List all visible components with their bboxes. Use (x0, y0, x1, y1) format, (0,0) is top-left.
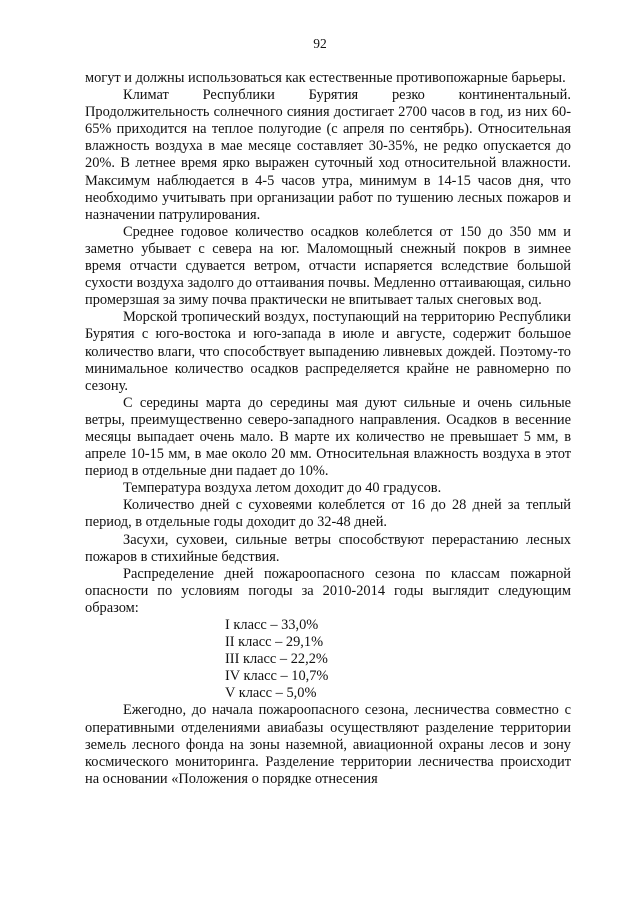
body-text (85, 70, 571, 788)
paragraph: могут и должны использоваться как естественные противопожарные барьеры. (85, 70, 566, 86)
paragraph: Распределение дней пожароопасного сезона по классам пожарной опасности по условиям погоды за 2010-2014 годы выглядит следующим образом: (85, 565, 571, 616)
paragraph: Среднее годовое количество осадков колеблется от 150 до 350 мм и заметно убывает с севера на юг. Маломощный снежный покров в зимнее время отчасти сдувается ветром, отчасти испаряется вследствие большой сухости воздуха задолго до оттаивания почвы. Медленно оттаивающая, сильно промерзшая за зиму почва практически не впитывает талых снеговых вод. (85, 223, 571, 309)
page-number: 92 (313, 36, 327, 51)
paragraph: Количество дней с суховеями колеблется от 16 до 28 дней за теплый период, в отдельные годы доходит до 32-48 дней. (85, 497, 571, 531)
paragraph: Засухи, суховеи, сильные ветры способствуют перерастанию лесных пожаров в стихийные бедствия. (85, 531, 571, 565)
list-item: IV класс – 10,7% (225, 668, 329, 685)
paragraph: Морской тропический воздух, поступающий на территорию Республики Бурятия с юго-востока и юго-запада в июле и августе, содержит большое количество влаги, что способствует выпадению ливневых дождей. Поэтому-то минимальное количество осадков распределяется крайне не равномерно по сезону. (85, 309, 571, 394)
paragraph: С середины марта до середины мая дуют сильные и очень сильные ветры, преимущественно северо-западного направления. Осадков в весенние месяцы выпадает очень мало. В марте их количество не превышает 5 мм, в апреле 10-15 мм, в мае около 20 мм. Относительная влажность воздуха в этот период в отдельные дни падает до 10%. (85, 394, 571, 480)
list-item: V класс – 5,0% (225, 685, 317, 702)
paragraph: Ежегодно, до начала пожароопасного сезона, лесничества совместно с оперативными отделениями авиабазы осуществляют разделение территории земель лесного фонда на зоны наземной, авиационной охраны лесов и зону космического мониторинга. Разделение территории лесничества происходит на основании «Положения о порядке отнесения (85, 702, 571, 787)
paragraph: Температура воздуха летом доходит до 40 градусов. (123, 480, 442, 497)
list-item: I класс – 33,0% (225, 617, 319, 633)
paragraph: Климат Республики Бурятия резко континентальный. Продолжительность солнечного сияния достигает 2700 часов в год, из них 60-65% приходится на теплое полугодие (с апреля по сентябрь). Относительная влажность воздуха в мае месяце составляет 30-35%, не редко опускается до 20%. В летнее время ярко выражен суточный ход относительной влажности. Максимум наблюдается в 4-5 часов утра, минимум в 14-15 часов дня, что необходимо учитывать при организации работ по тушению лесных пожаров и назначении патрулирования. (85, 87, 571, 223)
list-item: III класс – 22,2% (225, 651, 328, 668)
list-item: II класс – 29,1% (225, 634, 324, 651)
